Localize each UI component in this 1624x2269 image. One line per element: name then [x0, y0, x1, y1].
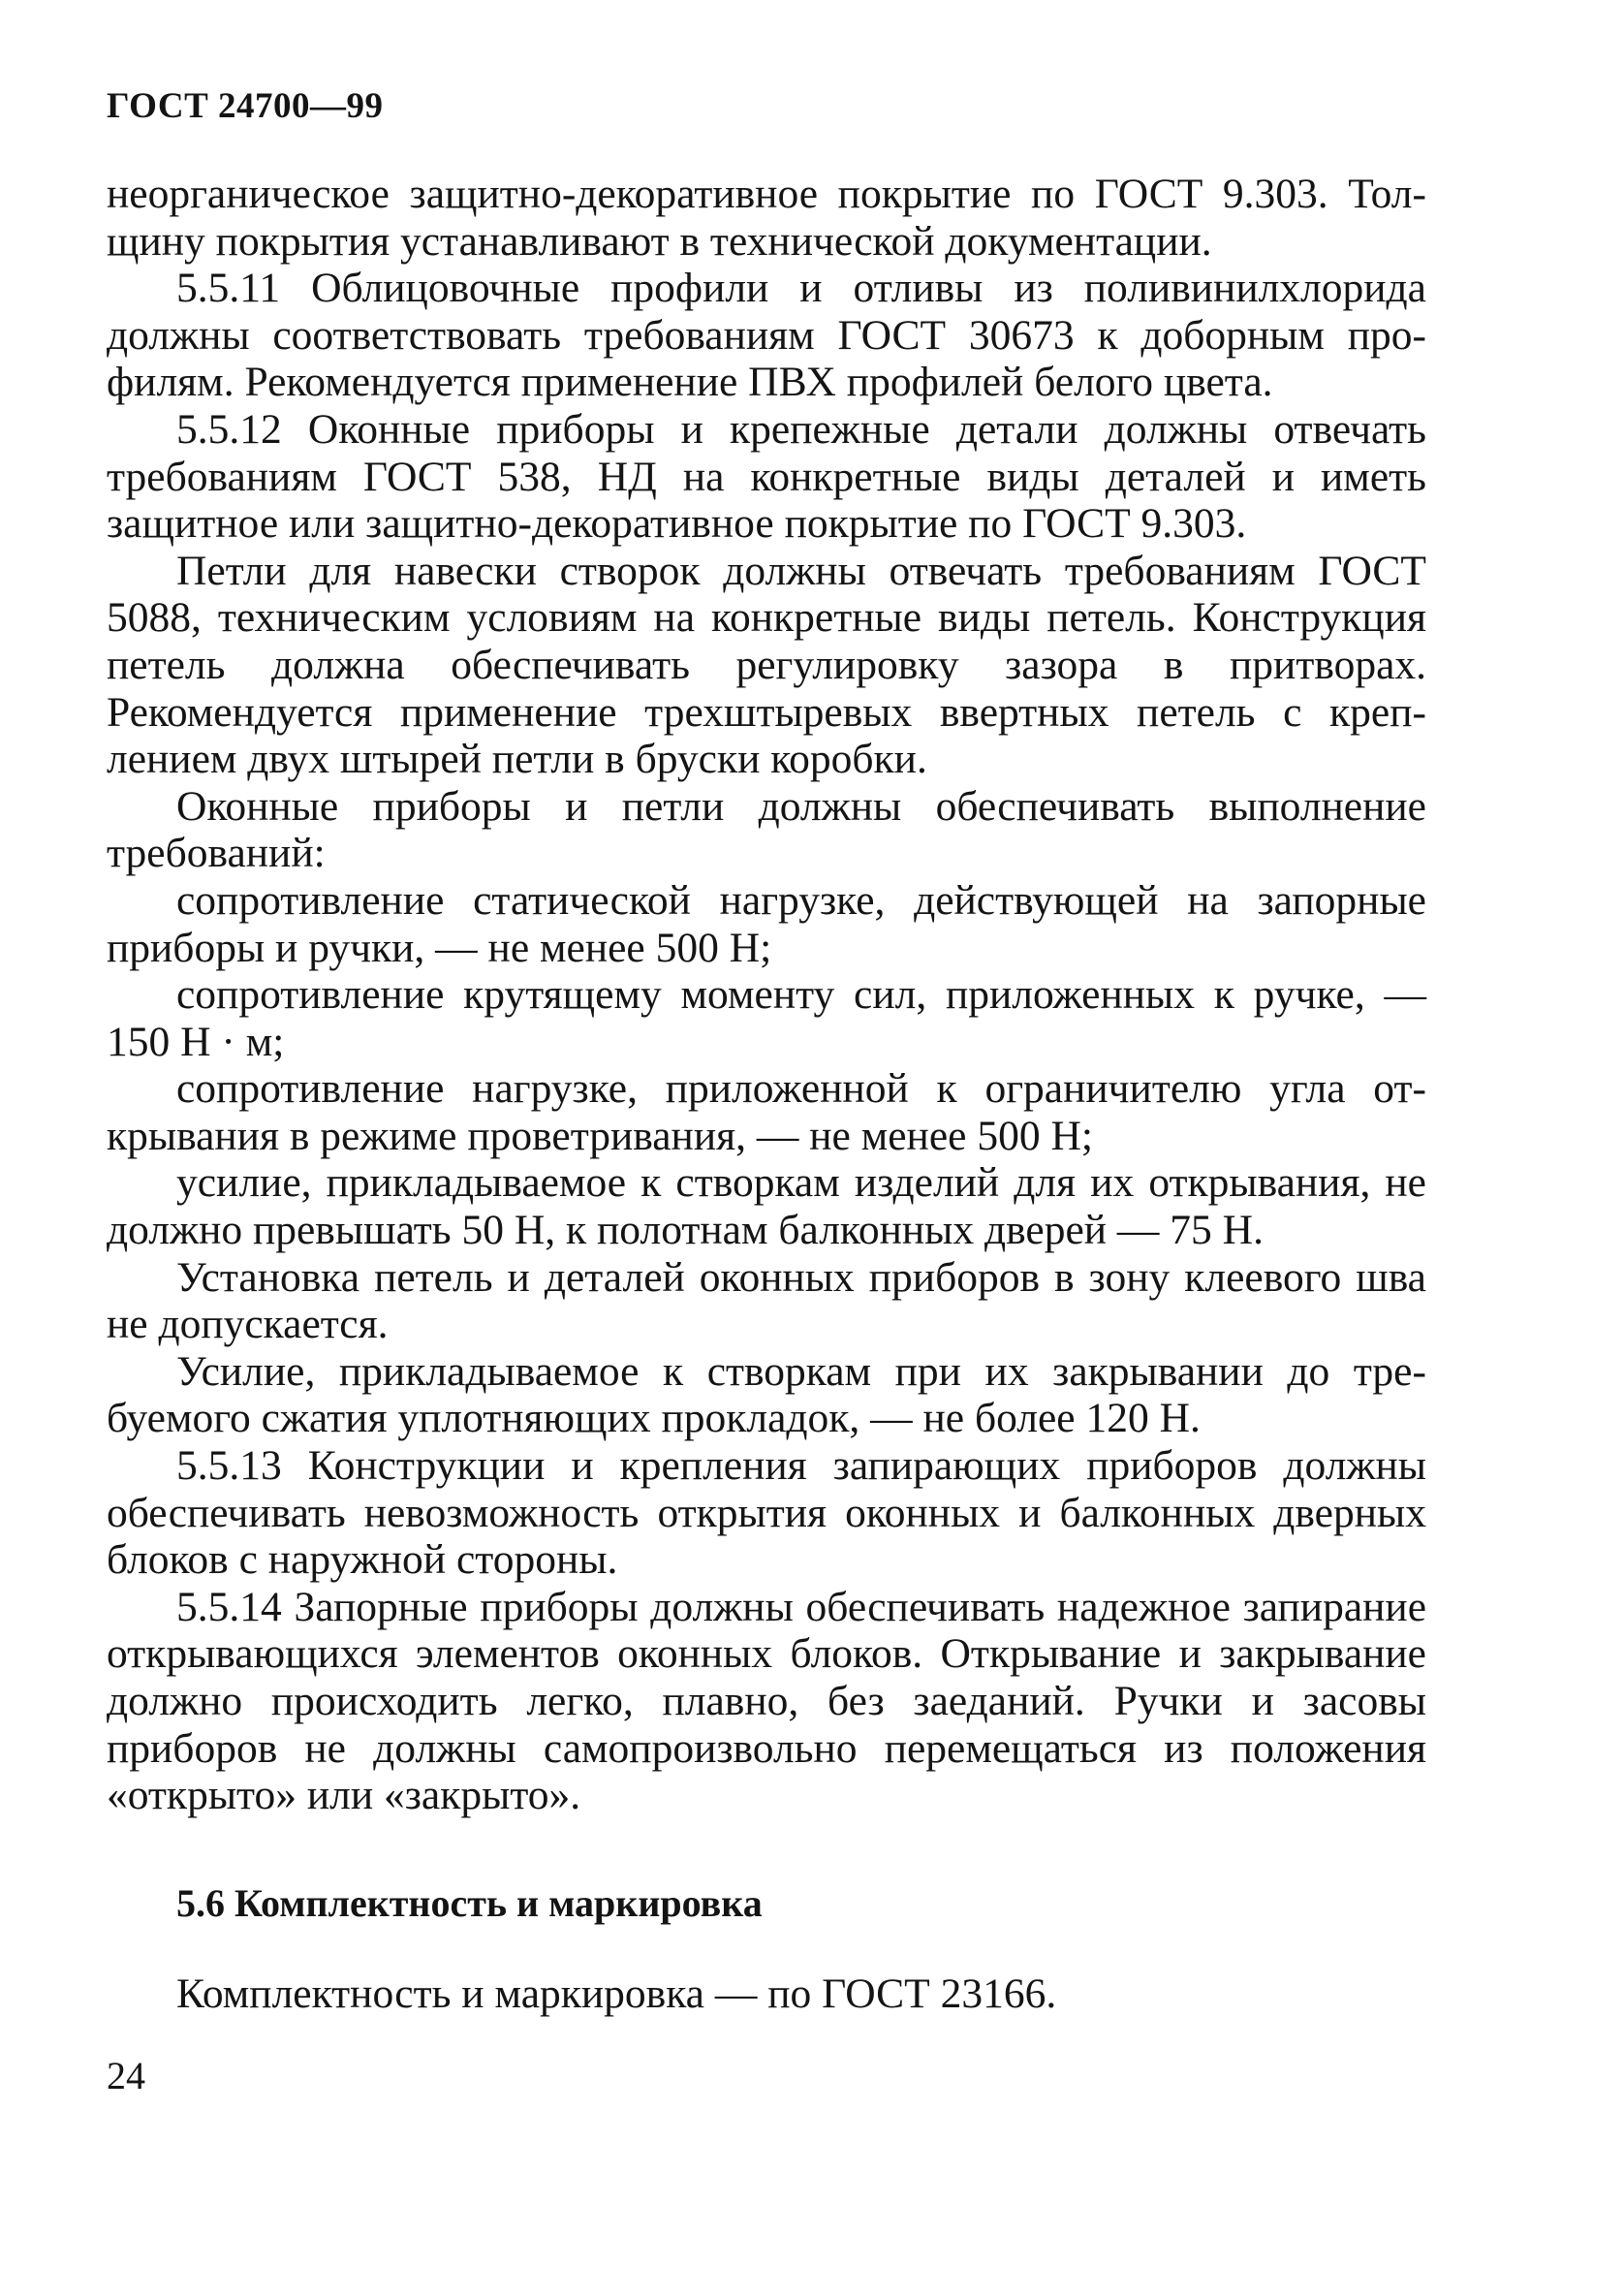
paragraph: усилие, прикладываемое к створкам изделий для их открывания, не должно превышать 50 Н, к полотнам балконных дверей — 75 Н.: [107, 1159, 1426, 1254]
paragraph: сопротивление нагрузке, приложенной к ограничителю угла открывания в режиме проветривания, — не менее 500 Н;: [107, 1065, 1426, 1159]
section-text: Комплектность и маркировка — по ГОСТ 23166.: [176, 1970, 1057, 2017]
paragraph: Усилие, прикладываемое к створкам при их закрывании до требуемого сжатия уплотняющих прокладок, — не более 120 Н.: [107, 1347, 1426, 1442]
paragraph: Петли для навески створок должны отвечать требованиям ГОСТ 5088, техническим условиям на конкретные виды петель. Конструкция петель должна обеспечивать регулировку зазора в притворах. Рекомендуется применение трехштыревых ввертных петель с креплением двух штырей петли в бруски коробки.: [107, 547, 1426, 783]
paragraph: неорганическое защитно-декоративное покрытие по ГОСТ 9.303. Толщину покрытия устанавливают в технической документации.: [107, 171, 1426, 265]
body-text: [107, 171, 1426, 1819]
paragraph: Оконные приборы и петли должны обеспечивать выполнение требований:: [107, 782, 1426, 877]
page-number: 24: [107, 2054, 145, 2097]
paragraph: сопротивление крутящему моменту сил, приложенных к ручке, — 150 Н · м;: [107, 971, 1426, 1065]
document-header: ГОСТ 24700—99: [107, 86, 384, 126]
paragraph: сопротивление статической нагрузке, действующей на запорные приборы и ручки, — не менее 500 Н;: [107, 876, 1426, 971]
paragraph: 5.5.13 Конструкции и крепления запирающих приборов должны обеспечивать невозможность открытия оконных и балконных дверных блоков с наружной стороны.: [107, 1442, 1426, 1584]
paragraph: 5.5.12 Оконные приборы и крепежные детали должны отвечать требованиям ГОСТ 538, НД на конкретные виды деталей и иметь защитное или защитно-декоративное покрытие по ГОСТ 9.303.: [107, 405, 1426, 548]
paragraph: 5.5.14 Запорные приборы должны обеспечивать надежное запирание открывающихся элементов оконных блоков. Открывание и закрывание должно происходить легко, плавно, без заеданий. Ручки и засовы приборов не должны самопроизвольно перемещаться из положения «открыто» или «закрыто».: [107, 1583, 1426, 1819]
paragraph: 5.5.11 Облицовочные профили и отливы из поливинилхлорида должны соответствовать требованиям ГОСТ 30673 к доборным профилям. Рекомендуется применение ПВХ профилей белого цвета.: [107, 265, 1426, 406]
section-heading: 5.6 Комплектность и маркировка: [176, 1881, 763, 1925]
paragraph: Установка петель и деталей оконных приборов в зону клеевого шва не допускается.: [107, 1253, 1426, 1348]
